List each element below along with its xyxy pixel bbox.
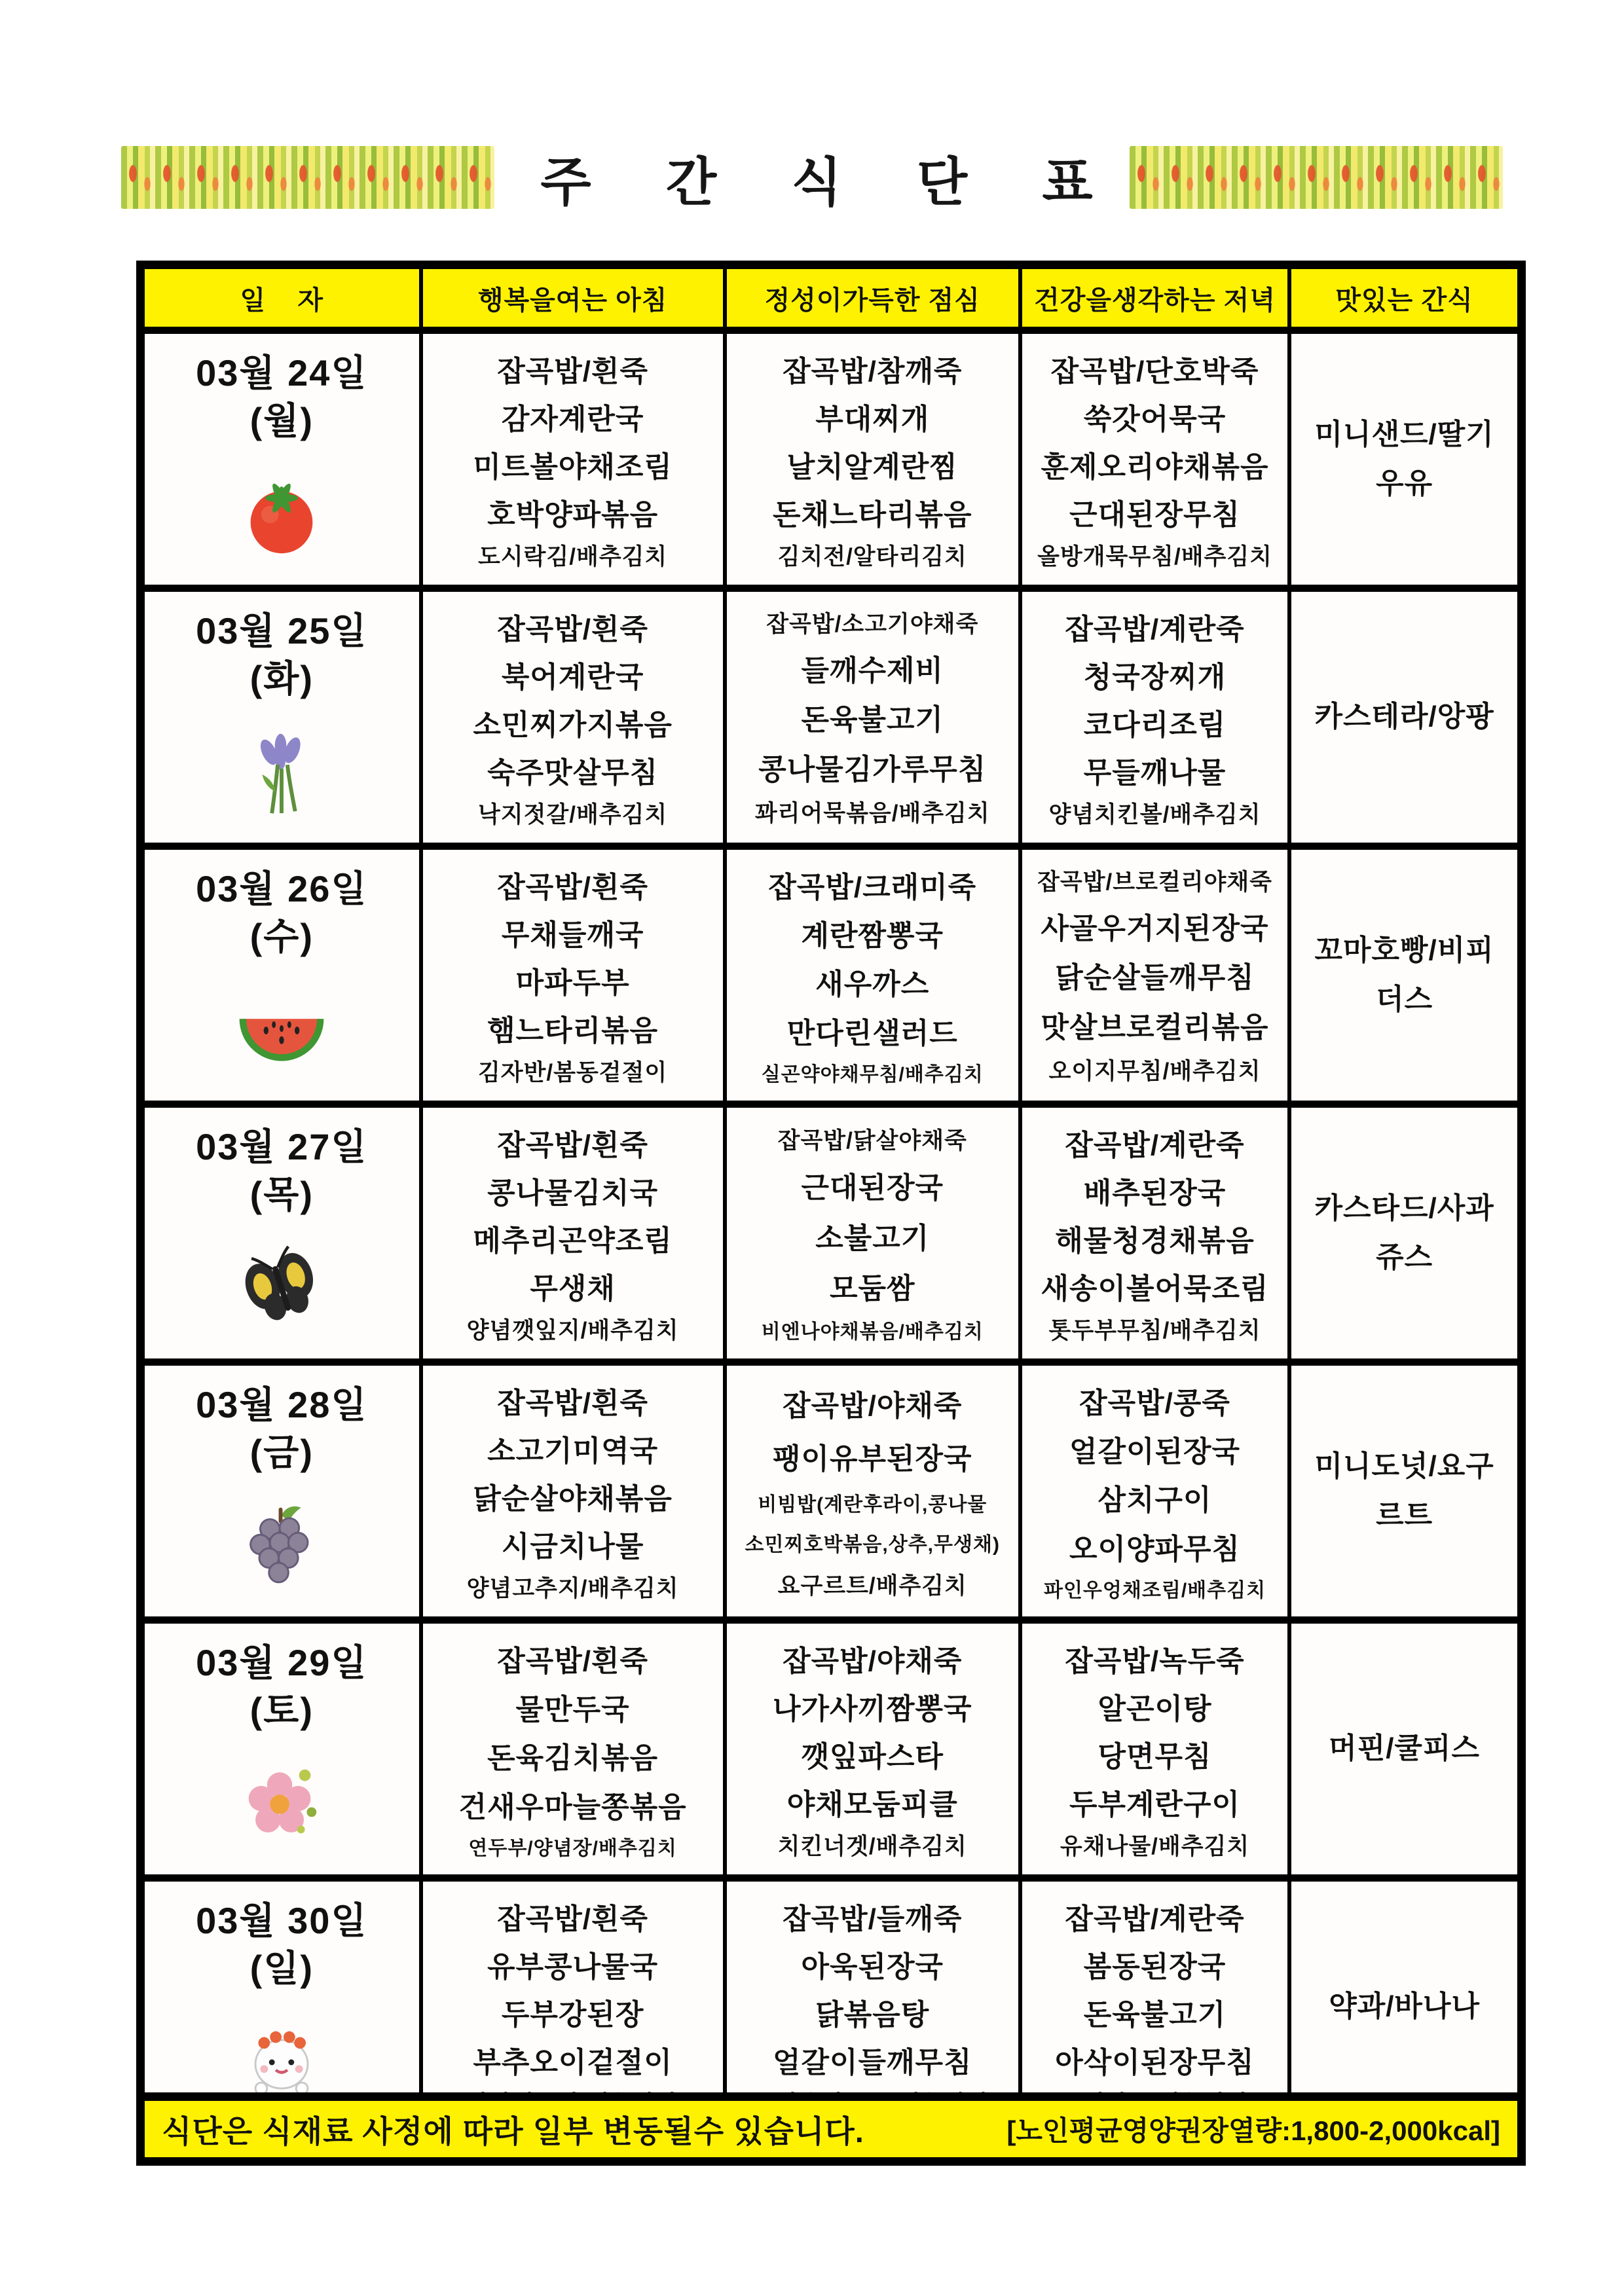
day-row xyxy=(141,1362,1522,1620)
snack-label: 꼬마호빵/비피더스 xyxy=(1314,934,1494,1015)
lunch-menu-item: 소불고기 xyxy=(815,1222,930,1254)
lunch-menu-item: 얼갈이들깨무침 xyxy=(772,2046,972,2079)
lunch-menu-item: 모둠쌈 xyxy=(829,1272,915,1305)
breakfast-menu-item: 북어계란국 xyxy=(501,661,644,693)
breakfast-menu-item: 감자계란국 xyxy=(501,403,644,435)
dinner-menu-item: 파인우엉채조림/배추김치 xyxy=(1043,1579,1266,1601)
lunch-menu-item: 김치전/알타리김치 xyxy=(777,543,967,570)
lunch-menu-item: 치킨너겟/배추김치 xyxy=(777,1833,967,1859)
lunch-menu-item: 잡곡밥/야채죽 xyxy=(783,1645,963,1677)
date-cell xyxy=(141,1104,421,1362)
dinner-menu-item: 새송이볼어묵조림 xyxy=(1041,1272,1269,1305)
lunch-menu-item: 콩나물김가루무침 xyxy=(758,754,987,786)
snack-label: 미니도넛/요구르트 xyxy=(1314,1449,1494,1531)
breakfast-cell xyxy=(421,1104,725,1362)
lunch-menu-item: 새우까스 xyxy=(815,968,930,1001)
day-icon-wrap xyxy=(233,1477,330,1616)
weekday-label: (화) xyxy=(249,657,314,699)
day-row xyxy=(141,847,1522,1104)
lunch-menu-item: 잡곡밥/크래미죽 xyxy=(768,871,977,904)
footer-note-text: 식단은 식재료 사정에 따라 일부 변동될수 있습니다. xyxy=(162,2113,864,2149)
lunch-menu-item: 돈육불고기 xyxy=(801,704,944,737)
lunch-cell xyxy=(725,847,1020,1104)
snack-label: 미니샌드/딸기우유 xyxy=(1314,418,1494,500)
snack-label: 약과/바나나 xyxy=(1329,1990,1480,2023)
dinner-cell xyxy=(1020,1362,1289,1620)
breakfast-menu-item: 잡곡밥/흰죽 xyxy=(497,1903,648,1935)
date-label: 03월 28일 xyxy=(196,1384,368,1425)
dinner-menu-item: 훈제오리야채볶음 xyxy=(1041,450,1269,483)
lunch-menu-item: 깻잎파스타 xyxy=(801,1740,944,1773)
day-icon-wrap xyxy=(233,1219,330,1358)
date-cell xyxy=(141,1620,421,1878)
date-stack xyxy=(145,592,419,843)
dinner-menu-item: 삼치구이 xyxy=(1098,1484,1212,1517)
dinner-cell xyxy=(1020,331,1289,589)
day-icon-wrap xyxy=(233,703,330,843)
dinner-menu-item: 해물청경채볶음 xyxy=(1055,1224,1255,1257)
snack-label: 카스테라/앙팡 xyxy=(1314,701,1494,733)
day-row xyxy=(141,1620,1522,1878)
dinner-cell xyxy=(1020,847,1289,1104)
dinner-menu-item: 알곤이탕 xyxy=(1098,1692,1212,1725)
breakfast-menu-item: 물만두국 xyxy=(515,1694,630,1726)
page-title: 주 간 식 단 표 xyxy=(540,153,1123,211)
breakfast-menu-item: 콩나물김치국 xyxy=(487,1176,659,1209)
date-label: 03월 27일 xyxy=(196,1126,368,1167)
snack-cell xyxy=(1289,847,1521,1104)
lunch-menu-item: 아욱된장국 xyxy=(801,1950,944,1983)
dinner-menu-item: 잡곡밥/계란죽 xyxy=(1065,1129,1245,1161)
dinner-menu-item: 잡곡밥/녹두죽 xyxy=(1065,1645,1245,1677)
date-stack xyxy=(145,1366,419,1616)
breakfast-menu-item: 낙지젓갈/배추김치 xyxy=(478,801,668,828)
lunch-menu-item: 잡곡밥/참깨죽 xyxy=(783,355,963,388)
dinner-menu-item: 배추된장국 xyxy=(1083,1176,1227,1209)
breakfast-menu-item: 호박양파볶음 xyxy=(487,498,659,531)
breakfast-menu-item: 양념고추지/배추김치 xyxy=(466,1575,679,1601)
breakfast-menu-item: 닭순살야채볶음 xyxy=(473,1482,673,1515)
dinner-menu-item: 청국장찌개 xyxy=(1083,661,1227,693)
day-row xyxy=(141,1104,1522,1362)
dinner-menu-item: 잡곡밥/콩죽 xyxy=(1079,1387,1230,1420)
breakfast-menu-item: 소민찌가지볶음 xyxy=(473,708,673,741)
column-header-0: 일 자 xyxy=(141,265,421,331)
breakfast-cell xyxy=(421,331,725,589)
breakfast-menu-item: 김자반/봄동겉절이 xyxy=(478,1059,668,1085)
dinner-menu-item: 잡곡밥/단호박죽 xyxy=(1050,355,1259,388)
lunch-menu-item: 야채모둠피클 xyxy=(786,1788,958,1821)
lunch-menu-item: 꽈리어묵볶음/배추김치 xyxy=(754,801,990,827)
snack-cell xyxy=(1289,331,1521,589)
date-cell xyxy=(141,1362,421,1620)
breakfast-menu-item: 양념깻잎지/배추김치 xyxy=(466,1317,679,1343)
footer-calorie-text: [노인평균영양권장열량:1,800-2,000kcal] xyxy=(1006,2115,1500,2146)
lunch-menu-item: 잡곡밥/닭살야채죽 xyxy=(777,1127,967,1154)
breakfast-menu-item: 무채들깨국 xyxy=(501,919,644,951)
breakfast-menu-item: 잡곡밥/흰죽 xyxy=(497,613,648,646)
dinner-menu-item: 잡곡밥/계란죽 xyxy=(1065,1903,1245,1935)
breakfast-menu-item: 무생채 xyxy=(530,1272,616,1305)
breakfast-menu-item: 햄느타리볶음 xyxy=(487,1014,659,1047)
day-row xyxy=(141,331,1522,589)
breakfast-cell xyxy=(421,1620,725,1878)
dinner-menu-item: 무들깨나물 xyxy=(1083,756,1227,789)
date-cell xyxy=(141,847,421,1104)
column-header-1: 행복을여는 아침 xyxy=(421,265,725,331)
breakfast-menu-item: 잡곡밥/흰죽 xyxy=(497,871,648,903)
dinner-menu-item: 아삭이된장무침 xyxy=(1055,2046,1255,2079)
breakfast-menu-item: 메추리곤약조림 xyxy=(473,1224,673,1257)
breakfast-menu-item: 잡곡밥/흰죽 xyxy=(497,355,648,388)
decorative-border-right xyxy=(1130,146,1503,209)
breakfast-cell xyxy=(421,589,725,847)
day-icon-wrap xyxy=(233,1735,330,1874)
lunch-menu-item: 비엔나야채볶음/배추김치 xyxy=(761,1321,984,1343)
butterfly-icon xyxy=(233,1240,330,1337)
date-cell xyxy=(141,589,421,847)
lunch-menu-item: 계란짬뽕국 xyxy=(801,920,944,953)
breakfast-menu-item: 잡곡밥/흰죽 xyxy=(497,1645,648,1678)
weekday-label: (금) xyxy=(249,1431,314,1473)
snack-cell xyxy=(1289,1362,1521,1620)
lunch-menu-item: 요구르트/배추김치 xyxy=(777,1573,967,1599)
lunch-menu-item: 돈채느타리볶음 xyxy=(772,498,972,531)
dinner-menu-item: 잡곡밥/브로컬리야채죽 xyxy=(1037,869,1272,895)
lunch-menu-item: 잡곡밥/소고기야채죽 xyxy=(766,611,979,637)
date-label: 03월 26일 xyxy=(196,868,368,909)
column-header-4: 맛있는 간식 xyxy=(1289,265,1521,331)
header-row xyxy=(141,265,1522,331)
lunch-menu-item: 날치알계란찜 xyxy=(786,450,958,483)
weekday-label: (일) xyxy=(249,1947,314,1989)
decorative-border-left xyxy=(121,146,494,209)
dinner-menu-item: 사골우거지된장국 xyxy=(1041,912,1269,945)
dinner-menu-item: 두부계란구이 xyxy=(1069,1788,1241,1821)
dinner-menu-item: 잡곡밥/계란죽 xyxy=(1065,613,1245,646)
breakfast-menu-item: 부추오이겉절이 xyxy=(473,2046,673,2079)
snack-label: 카스타드/사과쥬스 xyxy=(1314,1192,1494,1273)
lunch-cell xyxy=(725,1620,1020,1878)
date-stack xyxy=(145,334,419,585)
date-cell xyxy=(141,331,421,589)
title-band xyxy=(121,141,1503,214)
day-icon-wrap xyxy=(233,961,330,1101)
breakfast-menu-item: 마파두부 xyxy=(515,966,630,999)
breakfast-menu-item: 연두부/양념장/배추김치 xyxy=(468,1837,677,1859)
weekday-label: (목) xyxy=(249,1173,314,1215)
lunch-menu-item: 닭볶음탕 xyxy=(815,1998,930,2031)
day-row xyxy=(141,589,1522,847)
lunch-menu-item: 잡곡밥/들깨죽 xyxy=(783,1903,963,1935)
lunch-menu-item: 실곤약야채무침/배추김치 xyxy=(761,1063,984,1085)
date-label: 03월 30일 xyxy=(196,1900,368,1941)
dinner-menu-item: 근대된장무침 xyxy=(1069,498,1241,531)
dinner-cell xyxy=(1020,1620,1289,1878)
lunch-cell xyxy=(725,331,1020,589)
breakfast-cell xyxy=(421,847,725,1104)
lunch-menu-item: 비빔밥(계란후라이,콩나물 xyxy=(758,1493,987,1516)
grapes-icon xyxy=(233,1498,330,1595)
date-label: 03월 25일 xyxy=(196,610,368,651)
blossom-icon xyxy=(233,1756,330,1853)
dinner-menu-item: 유채나물/배추김치 xyxy=(1060,1833,1250,1859)
footer-note-band xyxy=(136,2092,1526,2166)
date-stack xyxy=(145,850,419,1101)
breakfast-menu-item: 건새우마늘쫑볶음 xyxy=(458,1791,687,1823)
iris-flower-icon xyxy=(233,724,330,821)
dinner-menu-item: 올방개묵무침/배추김치 xyxy=(1037,543,1272,570)
date-stack xyxy=(145,1108,419,1358)
dinner-menu-item: 코다리조림 xyxy=(1083,708,1227,741)
column-header-3: 건강을생각하는 저녁 xyxy=(1020,265,1289,331)
date-label: 03월 29일 xyxy=(196,1642,368,1683)
breakfast-menu-item: 시금치나물 xyxy=(501,1530,644,1563)
snack-cell xyxy=(1289,589,1521,847)
dinner-cell xyxy=(1020,589,1289,847)
dinner-menu-item: 오이지무침/배추김치 xyxy=(1048,1059,1261,1085)
lunch-menu-item: 부대찌개 xyxy=(815,403,930,435)
dinner-menu-item: 쑥갓어묵국 xyxy=(1083,403,1227,435)
snack-label: 머핀/쿨피스 xyxy=(1329,1732,1480,1765)
breakfast-menu-item: 잡곡밥/흰죽 xyxy=(497,1387,648,1419)
dinner-menu-item: 닭순살들깨무침 xyxy=(1055,962,1255,994)
breakfast-menu-item: 소고기미역국 xyxy=(487,1434,659,1467)
dinner-menu-item: 톳두부무침/배추김치 xyxy=(1048,1317,1261,1343)
date-stack xyxy=(145,1624,419,1874)
breakfast-menu-item: 숙주맛살무침 xyxy=(487,756,659,789)
breakfast-menu-item: 돈육김치볶음 xyxy=(487,1742,659,1775)
dinner-cell xyxy=(1020,1104,1289,1362)
dinner-menu-item: 맛살브로컬리볶음 xyxy=(1041,1011,1269,1044)
breakfast-menu-item: 잡곡밥/흰죽 xyxy=(497,1129,648,1161)
lunch-menu-item: 팽이유부된장국 xyxy=(772,1442,972,1475)
tomato-icon xyxy=(233,466,330,563)
lunch-menu-item: 소민찌호박볶음,상추,무생채) xyxy=(745,1533,1000,1556)
lunch-cell xyxy=(725,1104,1020,1362)
dinner-menu-item: 얼갈이된장국 xyxy=(1069,1436,1241,1468)
menu-table xyxy=(136,261,1526,2141)
weekday-label: (토) xyxy=(249,1689,314,1731)
breakfast-menu-item: 미트볼야채조림 xyxy=(473,450,673,483)
dinner-menu-item: 양념치킨볼/배추김치 xyxy=(1048,801,1261,828)
breakfast-menu-item: 도시락김/배추김치 xyxy=(478,543,668,570)
breakfast-menu-item: 유부콩나물국 xyxy=(487,1950,659,1983)
column-header-2: 정성이가득한 점심 xyxy=(725,265,1020,331)
dinner-menu-item: 오이양파무침 xyxy=(1069,1533,1241,1565)
weekday-label: (수) xyxy=(249,915,314,957)
dinner-menu-item: 봄동된장국 xyxy=(1083,1950,1227,1983)
lunch-menu-item: 잡곡밥/야채죽 xyxy=(783,1389,963,1422)
date-label: 03월 24일 xyxy=(196,352,368,393)
dinner-menu-item: 당면무침 xyxy=(1098,1740,1212,1773)
watermelon-icon xyxy=(233,982,330,1079)
breakfast-menu-item: 두부강된장 xyxy=(501,1998,644,2031)
lunch-menu-item: 들깨수제비 xyxy=(801,654,944,687)
snack-cell xyxy=(1289,1620,1521,1878)
snack-cell xyxy=(1289,1104,1521,1362)
lunch-cell xyxy=(725,1362,1020,1620)
dinner-menu-item: 돈육불고기 xyxy=(1083,1998,1227,2031)
day-icon-wrap xyxy=(233,445,330,585)
lunch-menu-item: 만다린샐러드 xyxy=(786,1017,958,1049)
breakfast-cell xyxy=(421,1362,725,1620)
lunch-cell xyxy=(725,589,1020,847)
lunch-menu-item: 나가사끼짬뽕국 xyxy=(772,1692,972,1725)
lunch-menu-item: 근대된장국 xyxy=(801,1171,944,1204)
weekday-label: (월) xyxy=(249,399,314,441)
